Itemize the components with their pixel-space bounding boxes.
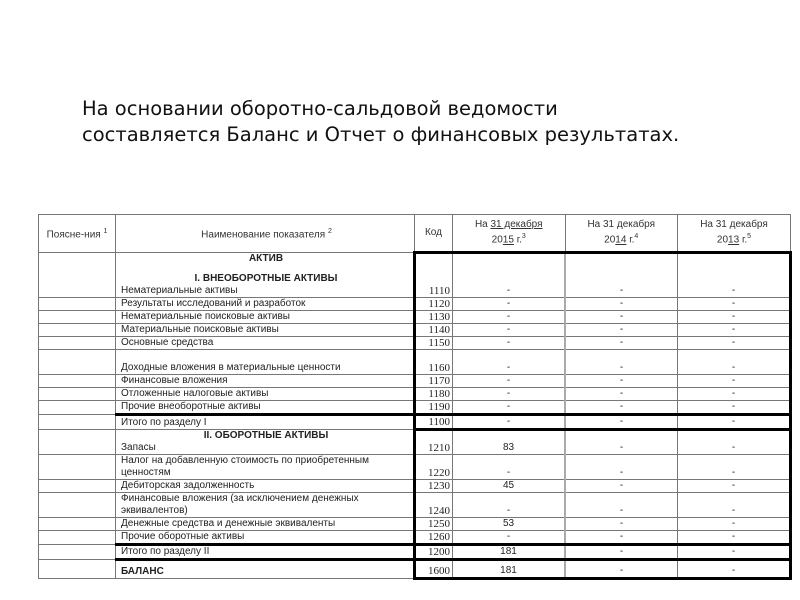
value-2015: - bbox=[453, 401, 566, 415]
value-2015: - bbox=[453, 415, 566, 430]
indicator-name: Запасы bbox=[116, 442, 415, 455]
table-row bbox=[39, 480, 791, 493]
value-2014: - bbox=[565, 350, 678, 375]
value-2013: - bbox=[678, 298, 791, 311]
value-2014: - bbox=[565, 518, 678, 531]
value-2013: - bbox=[678, 324, 791, 337]
value-2013 bbox=[678, 253, 791, 286]
value-2014: - bbox=[565, 545, 678, 560]
code-cell: 1220 bbox=[415, 455, 453, 480]
value-2015: - bbox=[453, 337, 566, 350]
header-2013: На 31 декабря 2013 г.$^5$ bbox=[678, 215, 791, 253]
value-2013: - bbox=[678, 311, 791, 324]
value-2013: - bbox=[678, 545, 791, 560]
code-cell: 1600 bbox=[415, 560, 453, 579]
value-2013: - bbox=[678, 388, 791, 401]
table-row bbox=[39, 311, 791, 324]
value-2014: - bbox=[565, 388, 678, 401]
note-cell bbox=[39, 455, 116, 480]
indicator-name: Нематериальные поисковые активы bbox=[116, 311, 415, 324]
table-body bbox=[39, 253, 791, 579]
code-cell: 1260 bbox=[415, 531, 453, 545]
code-cell: 1210 bbox=[415, 430, 453, 455]
note-cell bbox=[39, 480, 116, 493]
table-row bbox=[39, 493, 791, 518]
indicator-name: Итого по разделу I bbox=[116, 415, 415, 430]
code-cell: 1240 bbox=[415, 493, 453, 518]
value-2015: - bbox=[453, 375, 566, 388]
table-row bbox=[39, 285, 791, 298]
value-2014: - bbox=[565, 560, 678, 579]
code-cell: 1110 bbox=[415, 285, 453, 298]
indicator-name: Отложенные налоговые активы bbox=[116, 388, 415, 401]
note-cell bbox=[39, 337, 116, 350]
code-cell: 1140 bbox=[415, 324, 453, 337]
code-cell: 1190 bbox=[415, 401, 453, 415]
value-2014: - bbox=[565, 480, 678, 493]
note-cell bbox=[39, 298, 116, 311]
header-name: Наименование показателя $^2$ bbox=[116, 215, 415, 253]
value-2015: 53 bbox=[453, 518, 566, 531]
value-2013: - bbox=[678, 350, 791, 375]
value-2014: - bbox=[565, 337, 678, 350]
code-cell bbox=[415, 253, 453, 286]
indicator-name: Финансовые вложения bbox=[116, 375, 415, 388]
value-2014: - bbox=[565, 298, 678, 311]
table-row bbox=[39, 531, 791, 545]
header-2015: На 31 декабря 2015 г.$^3$ bbox=[453, 215, 566, 253]
table-row bbox=[39, 337, 791, 350]
value-2015: - bbox=[453, 531, 566, 545]
note-cell bbox=[39, 545, 116, 560]
indicator-name: Итого по разделу II bbox=[116, 545, 415, 560]
value-2015: - bbox=[453, 388, 566, 401]
value-2013: - bbox=[678, 493, 791, 518]
value-2015: - bbox=[453, 493, 566, 518]
code-cell: 1150 bbox=[415, 337, 453, 350]
indicator-name: Финансовые вложения (за исключением денежных эквивалентов) bbox=[116, 493, 415, 518]
indicator-name: Результаты исследований и разработок bbox=[116, 298, 415, 311]
value-2014: - bbox=[565, 285, 678, 298]
value-2015: 45 bbox=[453, 480, 566, 493]
section-heading-row bbox=[39, 253, 791, 266]
value-2013: - bbox=[678, 401, 791, 415]
indicator-name: Прочие внеоборотные активы bbox=[116, 401, 415, 415]
code-cell: 1120 bbox=[415, 298, 453, 311]
note-cell bbox=[39, 324, 116, 337]
note-cell bbox=[39, 401, 116, 415]
value-2014: - bbox=[565, 311, 678, 324]
value-2013: - bbox=[678, 480, 791, 493]
header-note: Поясне-ния $^1$ bbox=[39, 215, 116, 253]
section-2-title: II. ОБОРОТНЫЕ АКТИВЫ bbox=[116, 430, 415, 443]
value-2013: - bbox=[678, 518, 791, 531]
section-heading-row bbox=[39, 430, 791, 443]
value-2013: - bbox=[678, 375, 791, 388]
table-header-row bbox=[39, 215, 791, 253]
section-active-title: АКТИВ bbox=[116, 253, 415, 266]
value-2013: - bbox=[678, 415, 791, 430]
note-cell bbox=[39, 415, 116, 430]
code-cell: 1180 bbox=[415, 388, 453, 401]
value-2013: - bbox=[678, 337, 791, 350]
indicator-name: Основные средства bbox=[116, 337, 415, 350]
balance-sheet-table bbox=[38, 214, 792, 580]
table-row bbox=[39, 388, 791, 401]
value-2015: - bbox=[453, 298, 566, 311]
code-cell: 1130 bbox=[415, 311, 453, 324]
value-2013: - bbox=[678, 430, 791, 455]
note-cell bbox=[39, 350, 116, 375]
table-row bbox=[39, 324, 791, 337]
value-2014 bbox=[565, 253, 678, 286]
note-cell bbox=[39, 560, 116, 579]
note-cell bbox=[39, 493, 116, 518]
value-2014: - bbox=[565, 415, 678, 430]
value-2014: - bbox=[565, 375, 678, 388]
note-cell bbox=[39, 531, 116, 545]
indicator-name: Дебиторская задолженность bbox=[116, 480, 415, 493]
balance-total-row bbox=[39, 560, 791, 579]
table-row bbox=[39, 401, 791, 415]
code-cell: 1100 bbox=[415, 415, 453, 430]
value-2015: - bbox=[453, 455, 566, 480]
table-row bbox=[39, 298, 791, 311]
section-1-total-row bbox=[39, 415, 791, 430]
value-2015: 83 bbox=[453, 430, 566, 455]
value-2014: - bbox=[565, 401, 678, 415]
code-cell: 1250 bbox=[415, 518, 453, 531]
value-2015: 181 bbox=[453, 545, 566, 560]
indicator-name: Прочие оборотные активы bbox=[116, 531, 415, 545]
value-2015: - bbox=[453, 285, 566, 298]
note-cell bbox=[39, 518, 116, 531]
value-2015: - bbox=[453, 350, 566, 375]
header-2014: На 31 декабря 2014 г.$^4$ bbox=[565, 215, 678, 253]
table-row bbox=[39, 350, 791, 375]
value-2015 bbox=[453, 253, 566, 286]
note-cell bbox=[39, 388, 116, 401]
value-2015: - bbox=[453, 311, 566, 324]
intro-text: На основании оборотно-сальдовой ведомости составляется Баланс и Отчет о финансовых результатах. bbox=[82, 97, 680, 146]
value-2014: - bbox=[565, 493, 678, 518]
note-cell bbox=[39, 253, 116, 298]
table-row bbox=[39, 455, 791, 480]
value-2013: - bbox=[678, 560, 791, 579]
indicator-name: Материальные поисковые активы bbox=[116, 324, 415, 337]
value-2013: - bbox=[678, 285, 791, 298]
table-row bbox=[39, 375, 791, 388]
value-2014: - bbox=[565, 455, 678, 480]
value-2014: - bbox=[565, 531, 678, 545]
indicator-name: Налог на добавленную стоимость по приобретенным ценностям bbox=[116, 455, 415, 480]
value-2014: - bbox=[565, 430, 678, 455]
code-cell: 1200 bbox=[415, 545, 453, 560]
value-2015: 181 bbox=[453, 560, 566, 579]
indicator-name: Нематериальные активы bbox=[116, 285, 415, 298]
section-2-total-row bbox=[39, 545, 791, 560]
value-2014: - bbox=[565, 324, 678, 337]
note-cell bbox=[39, 430, 116, 455]
header-code: Код bbox=[415, 215, 453, 253]
table-row bbox=[39, 518, 791, 531]
note-cell bbox=[39, 311, 116, 324]
section-1-title: I. ВНЕОБОРОТНЫЕ АКТИВЫ bbox=[116, 265, 415, 285]
indicator-name: БАЛАНС bbox=[116, 560, 415, 579]
indicator-name: Денежные средства и денежные эквиваленты bbox=[116, 518, 415, 531]
value-2015: - bbox=[453, 324, 566, 337]
indicator-name: Доходные вложения в материальные ценности bbox=[116, 350, 415, 375]
code-cell: 1230 bbox=[415, 480, 453, 493]
value-2013: - bbox=[678, 455, 791, 480]
code-cell: 1160 bbox=[415, 350, 453, 375]
value-2013: - bbox=[678, 531, 791, 545]
code-cell: 1170 bbox=[415, 375, 453, 388]
note-cell bbox=[39, 375, 116, 388]
